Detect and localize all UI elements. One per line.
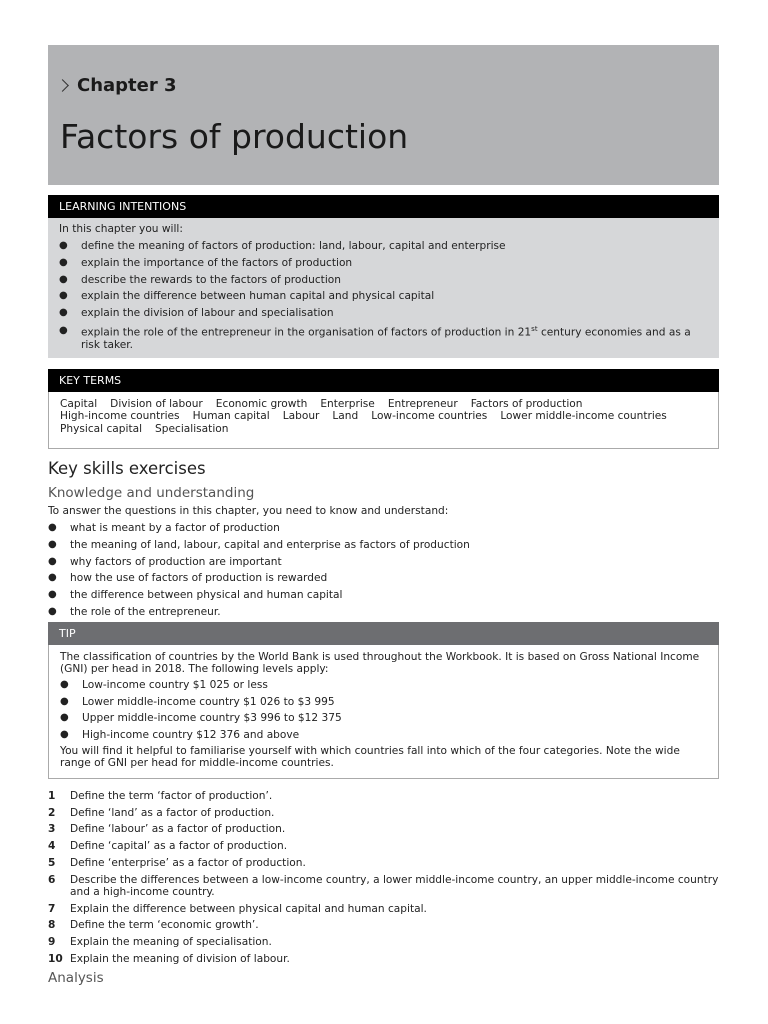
question-number: 1 [48, 790, 56, 802]
key-term: Division of labour [110, 398, 203, 410]
list-item [60, 712, 342, 724]
question-item [48, 903, 719, 915]
key-term: Entrepreneur [387, 398, 458, 410]
learning-intro: In this chapter you will: [59, 223, 183, 235]
list-item [59, 257, 352, 269]
list-item-text: explain the importance of the factors of production [81, 256, 353, 269]
question-number: 8 [48, 919, 56, 932]
analysis-heading: Analysis [48, 970, 104, 985]
chapter-header [48, 45, 719, 185]
question-number: 6 [48, 873, 56, 886]
question-text: Define the term ‘economic growth’. [70, 919, 259, 932]
list-item [48, 556, 282, 568]
key-term: Capital [60, 398, 98, 410]
list-item-text: Low-income country $1 025 or less [82, 679, 268, 691]
chevron-right-icon [56, 79, 69, 92]
section-intro: To answer the questions in this chapter, you need to know and understand: [48, 505, 449, 517]
key-term: Factors of production [470, 398, 583, 410]
bullet-icon: ● [59, 273, 68, 285]
list-item-text: how the use of factors of production is rewarded [70, 572, 328, 585]
question-item [48, 823, 719, 835]
bullet-icon: ● [60, 679, 69, 690]
question-number: 7 [48, 902, 56, 915]
question-number: 4 [48, 840, 56, 853]
key-term: Labour [282, 410, 320, 423]
bullet-icon: ● [59, 290, 68, 302]
bullet-icon: ● [59, 240, 68, 251]
key-term: Physical capital [60, 422, 143, 435]
key-terms-box [48, 392, 719, 449]
list-item [59, 290, 434, 302]
bullet-icon: ● [48, 538, 57, 550]
question-text: Define the term ‘factor of production’. [70, 790, 273, 802]
chapter-number: Chapter 3 [77, 75, 177, 96]
document-page [48, 0, 719, 985]
question-text: Explain the meaning of division of labour. [70, 952, 290, 965]
tip-box [48, 645, 719, 779]
question-number: 9 [48, 935, 56, 948]
bullet-icon: ● [48, 606, 57, 617]
list-item-text: describe the rewards to the factors of production [81, 273, 341, 286]
bullet-icon: ● [48, 589, 57, 601]
list-item [60, 696, 335, 708]
list-item-text: define the meaning of factors of production: land, labour, capital and enterprise [81, 240, 506, 252]
list-item [48, 539, 470, 551]
question-text: Explain the difference between physical capital and human capital. [70, 902, 427, 915]
list-item [60, 679, 268, 691]
list-item-text: the role of the entrepreneur. [70, 606, 221, 618]
question-text: Explain the meaning of specialisation. [70, 935, 272, 948]
question-number: 3 [48, 823, 56, 836]
chapter-label [58, 75, 177, 96]
learning-intentions-box [48, 218, 719, 358]
bullet-icon: ● [48, 522, 57, 533]
section-title: Key skills exercises [48, 459, 206, 478]
question-item [48, 857, 719, 869]
list-item [59, 240, 506, 252]
key-term: Enterprise [320, 398, 375, 410]
question-number: 10 [48, 952, 63, 965]
question-number: 2 [48, 806, 56, 819]
bullet-icon: ● [59, 307, 68, 319]
question-item [48, 936, 719, 948]
list-item [59, 274, 341, 286]
bullet-icon: ● [48, 572, 57, 584]
question-text: Define ‘labour’ as a factor of production. [70, 823, 286, 836]
bullet-icon: ● [59, 256, 68, 268]
question-text: Define ‘capital’ as a factor of production. [70, 840, 288, 853]
list-item-text: why factors of production are important [70, 555, 282, 568]
question-item [48, 919, 719, 931]
key-term: Human capital [192, 410, 270, 423]
question-text: Define ‘land’ as a factor of production. [70, 806, 275, 819]
learning-intentions-heading: LEARNING INTENTIONS [48, 195, 719, 218]
bullet-icon: ● [60, 695, 69, 707]
list-item [48, 606, 221, 618]
list-item: ● explain the role of the entrepreneur in the organisation of factors of production in 21st century economies and as a risk taker. [59, 325, 691, 351]
bullet-icon: ● [60, 728, 69, 740]
question-item [48, 807, 719, 819]
key-term: Lower middle-income countries [500, 410, 667, 423]
key-term: Specialisation [155, 422, 229, 435]
question-number: 5 [48, 856, 56, 869]
key-terms-heading: KEY TERMS [48, 369, 719, 392]
list-item-text: the meaning of land, labour, capital and enterprise as factors of production [70, 538, 470, 551]
list-item-text: what is meant by a factor of production [70, 522, 280, 534]
bullet-icon: ● [60, 712, 69, 724]
list-item-text: explain the division of labour and specialisation [81, 307, 334, 320]
tip-intro: The classification of countries by the World Bank is used throughout the Workbook. It is based on Gross National Income (GNI) per head in 2018. The following levels apply: [60, 651, 700, 675]
tip-outro: You will find it helpful to familiarise yourself with which countries fall into which of the four categories. Note the wide range of GNI per head for middle-income countries. [60, 745, 680, 769]
bullet-icon: ● [48, 555, 57, 567]
list-item [48, 572, 327, 584]
tip-heading: TIP [48, 622, 719, 645]
section-subtitle: Knowledge and understanding [48, 485, 255, 501]
list-item-text: Lower middle-income country $1 026 to $3 995 [82, 695, 335, 708]
question-item [48, 874, 719, 898]
key-term: Low-income countries [371, 410, 488, 423]
chapter-title: Factors of production [60, 117, 409, 156]
list-item-text: the difference between physical and human capital [70, 589, 343, 602]
question-item [48, 790, 719, 802]
key-term: Land [332, 410, 359, 423]
list-item [48, 589, 342, 601]
question-text: Define ‘enterprise’ as a factor of production. [70, 856, 306, 869]
key-term: Economic growth [215, 398, 308, 410]
list-item [48, 522, 280, 534]
list-item-text: explain the difference between human capital and physical capital [81, 290, 435, 303]
question-item [48, 840, 719, 852]
question-item [48, 953, 719, 965]
list-item-text: Upper middle-income country $3 996 to $12 375 [82, 712, 342, 725]
list-item-text: High-income country $12 376 and above [82, 728, 300, 741]
key-term: High-income countries [60, 410, 180, 423]
list-item [60, 729, 299, 741]
question-text: Describe the differences between a low-income country, a lower middle-income country, an upper middle-income country and a high-income country. [70, 873, 719, 898]
list-item [59, 307, 334, 319]
